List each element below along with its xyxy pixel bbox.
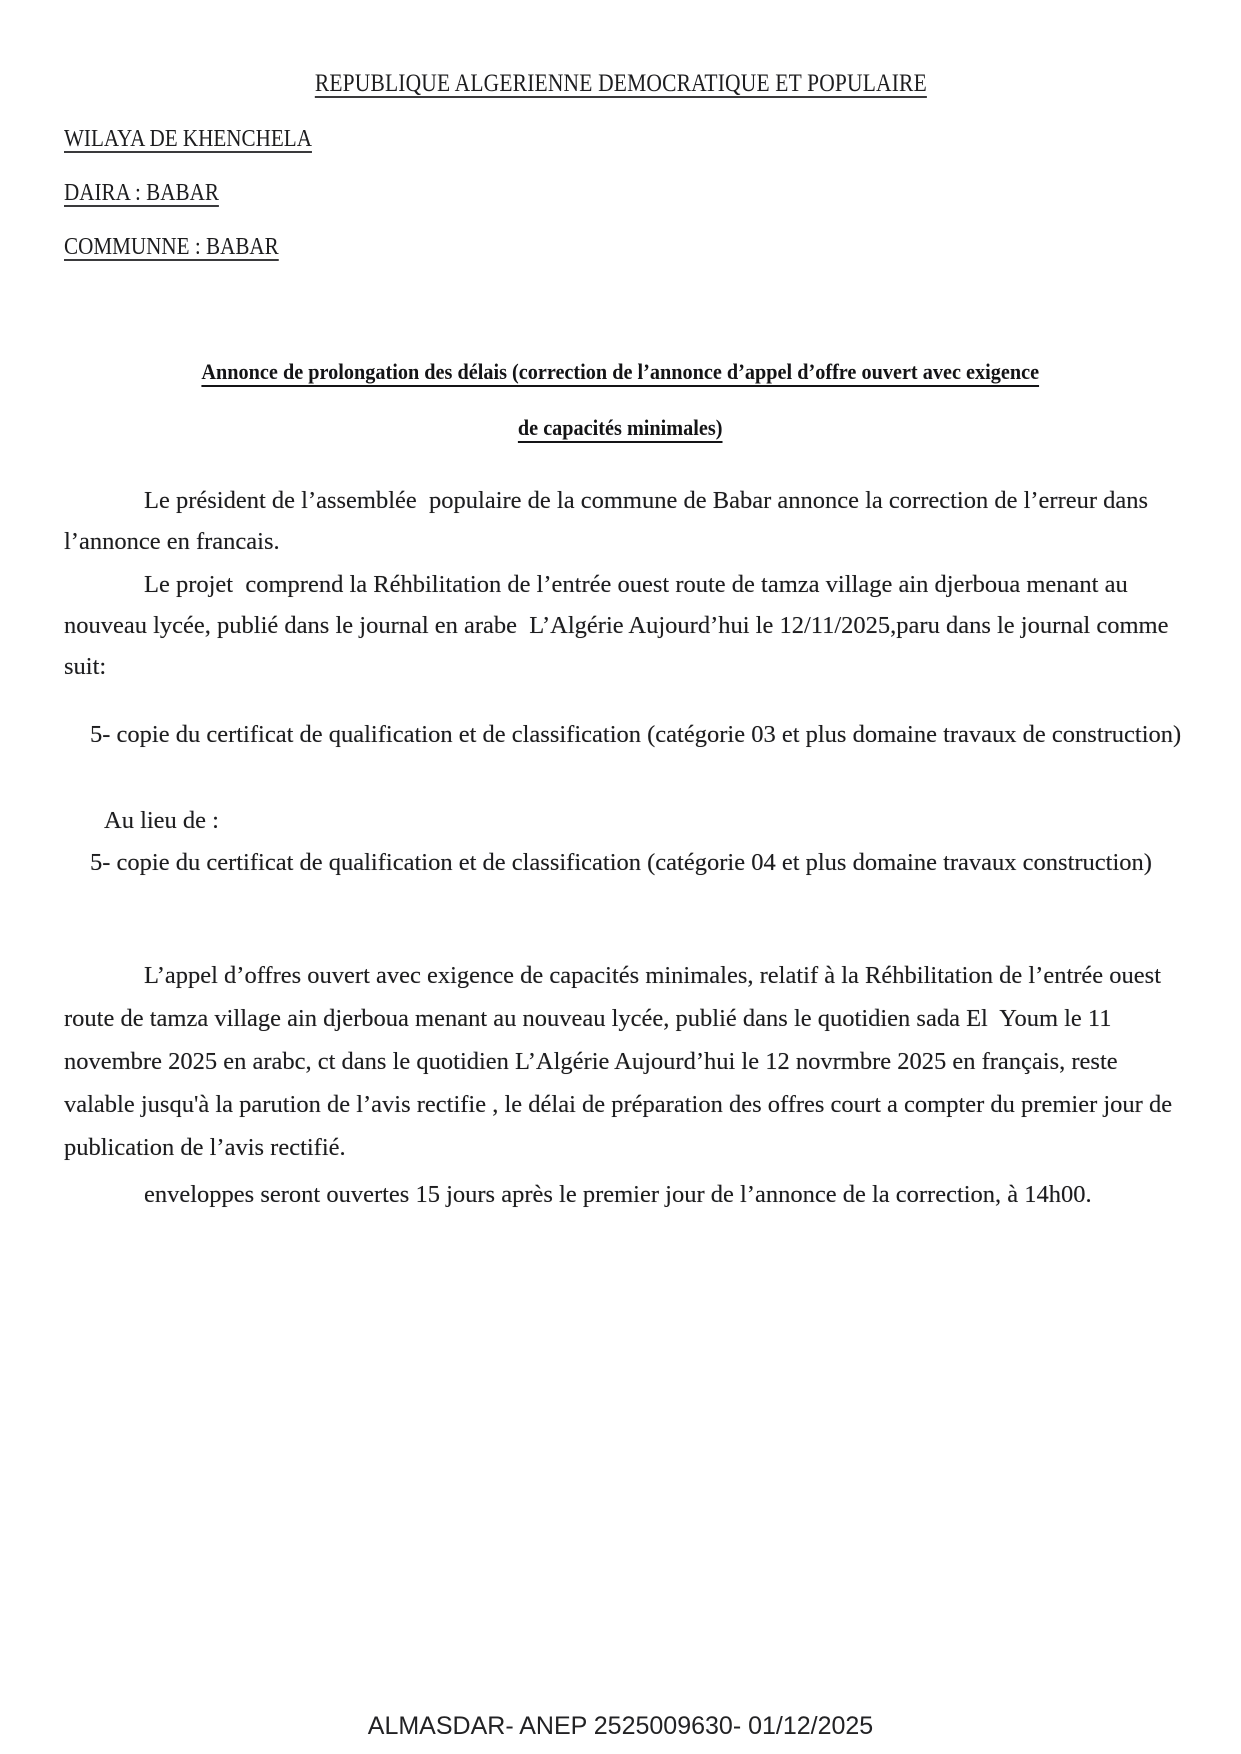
paragraph-appel-offres: L’appel d’offres ouvert avec exigence de capacités minimales, relatif à la Réhbilitation de l’entrée ouest route de tamza village ain djerboua menant au nouveau lycée, publié dans le quotidien sada El Youm le 11 novembre 2025 en arabc, ct dans le quotidien L’Algérie Aujourd’hui le 12 novrmbre 2025 en français, reste valable jusqu'à la parution de l’avis rectifie , le délai de préparation des offres court a compter du premier jour de publication de l’avis rectifié. <box>64 962 1179 1161</box>
commune-line-text: COMMUNNE : BABAR <box>64 234 279 260</box>
announcement-title-line-2-text: de capacités minimales) <box>518 415 723 440</box>
republic-header-text: REPUBLIQUE ALGERIENNE DEMOCRATIQUE ET POPULAIRE <box>314 70 927 97</box>
republic-header <box>0 70 1241 98</box>
paragraph-project: Le projet comprend la Réhbilitation de l’entrée ouest route de tamza village ain djerboua menant au nouveau lycée, publié dans le journal en arabe L’Algérie Aujourd’hui le 12/11/2025,paru dans le journal comme suit: <box>64 571 1175 680</box>
wilaya-line-text: WILAYA DE KHENCHELA <box>64 126 312 152</box>
paragraph-president: Le président de l’assemblée populaire de la commune de Babar annonce la correction de l’erreur dans l’annonce en francais. <box>64 487 1155 555</box>
announcement-title-line-2 <box>0 400 1241 456</box>
paragraph-enveloppes: enveloppes seront ouvertes 15 jours après le premier jour de l’annonce de la correction, à 14h00. <box>144 1181 1092 1208</box>
commune-line <box>64 234 308 261</box>
announcement-title-line-1-text: Annonce de prolongation des délais (correction de l’annonce d’appel d’offre ouvert avec exigence <box>201 359 1040 384</box>
announcement-title <box>0 344 1241 456</box>
item-category-04: 5- copie du certificat de qualification et de classification (catégorie 04 et plus domaine travaux construction) <box>90 849 1152 876</box>
wilaya-line <box>64 126 346 153</box>
item-category-03: 5- copie du certificat de qualification et de classification (catégorie 03 et plus domaine travaux de construction) <box>90 721 1182 748</box>
daira-line-text: DAIRA : BABAR <box>64 180 219 206</box>
announcement-title-line-1 <box>0 344 1241 400</box>
au-lieu-de-label: Au lieu de : <box>104 807 219 834</box>
footer-anep: ALMASDAR- ANEP 2525009630- 01/12/2025 <box>367 1712 874 1740</box>
daira-line <box>64 180 240 207</box>
